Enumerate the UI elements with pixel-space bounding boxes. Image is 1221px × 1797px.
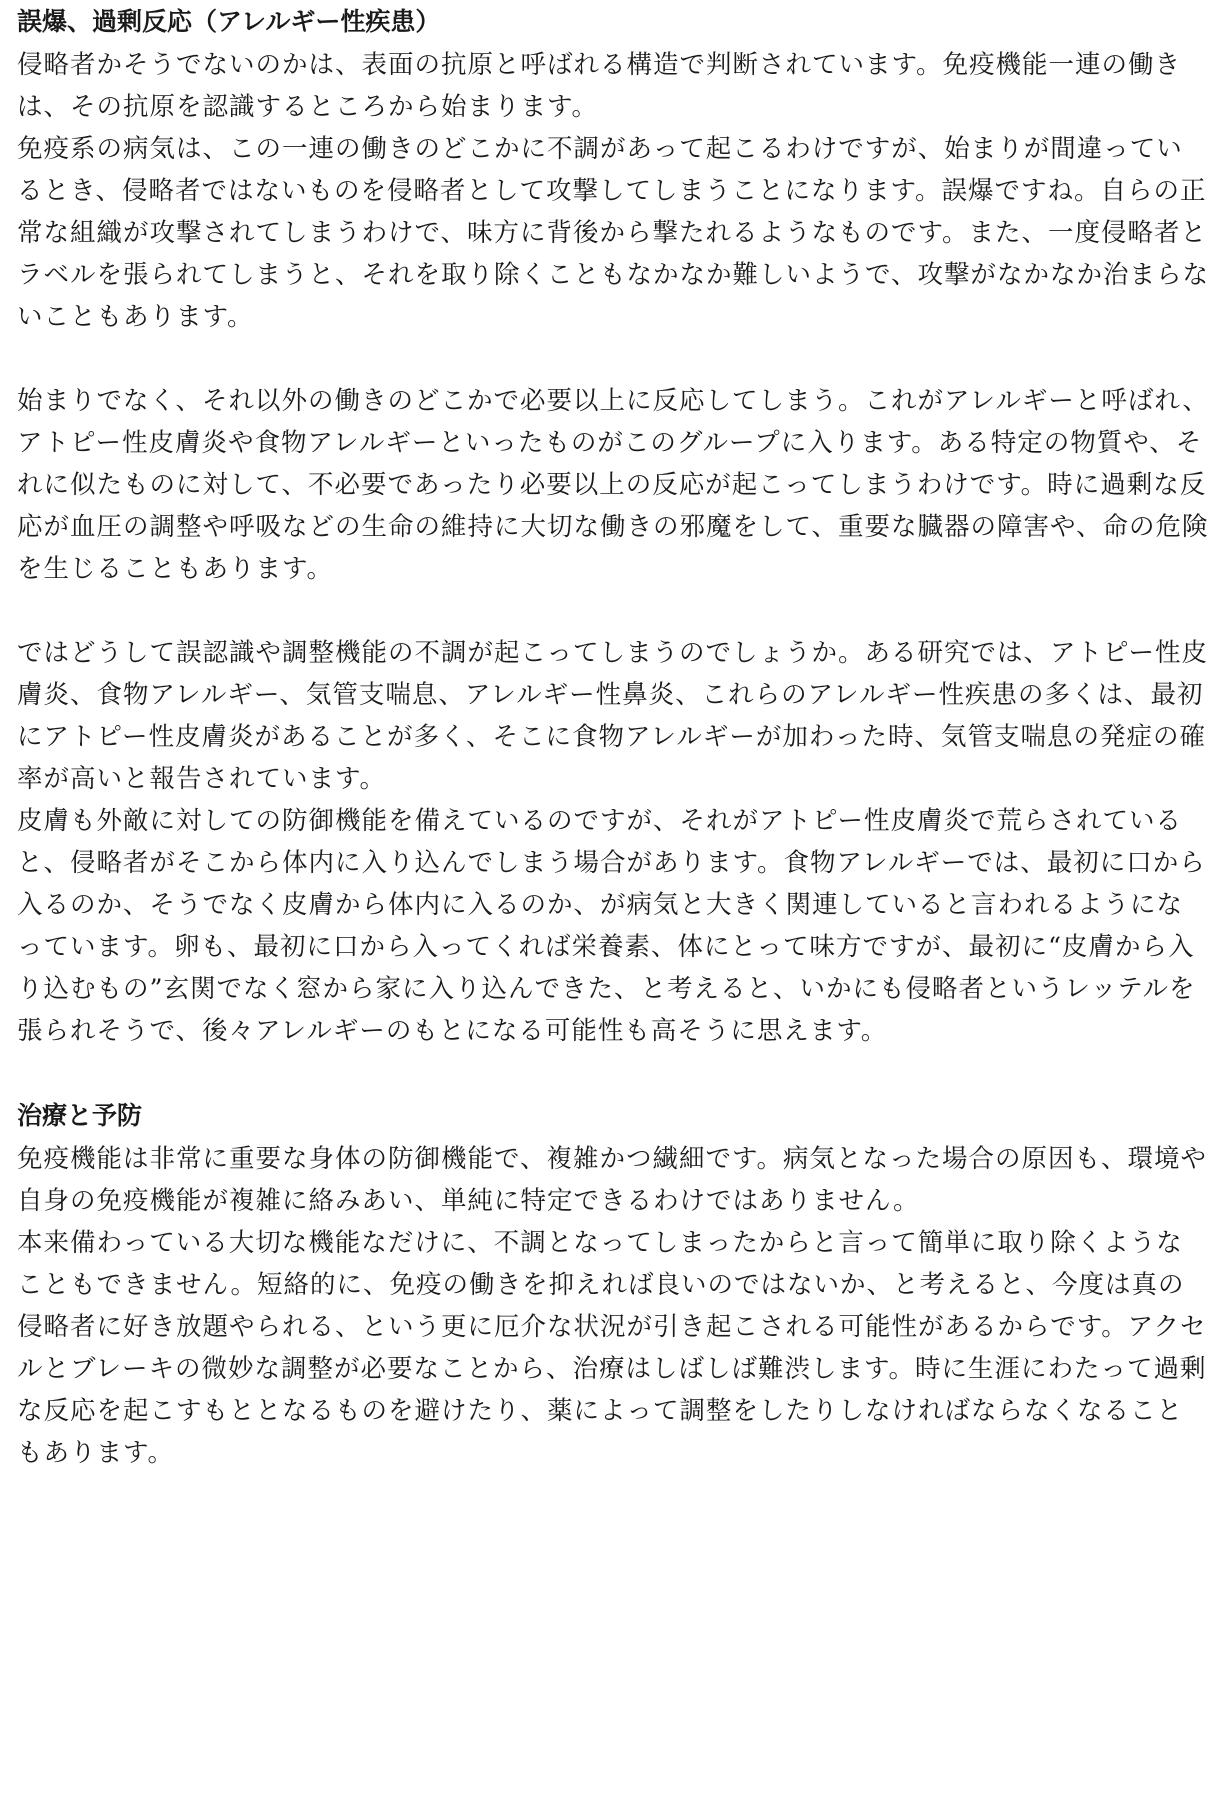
paragraph-spacer bbox=[17, 338, 1209, 380]
paragraph: 本来備わっている大切な機能なだけに、不調となってしまったからと言って簡単に取り除くようなこともできません。短絡的に、免疫の働きを抑えれば良いのではないか、と考えると、今度は真の侵略者に好き放題やられる、という更に厄介な状況が引き起こされる可能性があるからです。アクセルとブレーキの微妙な調整が必要なことから、治療はしばしば難渋します。時に生涯にわたって過剰な反応を起こすもととなるものを避けたり、薬によって調整をしたりしなければならなくなることもあります。 bbox=[17, 1228, 1207, 1468]
paragraph: 皮膚も外敵に対しての防御機能を備えているのですが、それがアトピー性皮膚炎で荒らされていると、侵略者がそこから体内に入り込んでしまう場合があります。食物アレルギーでは、最初に口から入るのか、そうでなく皮膚から体内に入るのか、が病気と大きく関連していると言われるようになっています。卵も、最初に口から入ってくれば栄養素、体にとって味方ですが、最初に“皮膚から入り込むもの”玄関でなく窓から家に入り込んできた、と考えると、いかにも侵略者というレッテルを張られそうで、後々アレルギーのもとになる可能性も高そうに思えます。 bbox=[17, 806, 1206, 1046]
paragraph: 免疫機能は非常に重要な身体の防御機能で、複雑かつ繊細です。病気となった場合の原因も、環境や自身の免疫機能が複雑に絡みあい、単純に特定できるわけではありません。 bbox=[17, 1144, 1207, 1216]
paragraph: 始まりでなく、それ以外の働きのどこかで必要以上に反応してしまう。これがアレルギーと呼ばれ、アトピー性皮膚炎や食物アレルギーといったものがこのグループに入ります。ある特定の物質や、それに似たものに対して、不必要であったり必要以上の反応が起こってしまうわけです。時に過剰な反応が血圧の調整や呼吸などの生命の維持に大切な働きの邪魔をして、重要な臓器の障害や、命の危険を生じることもあります。 bbox=[17, 386, 1209, 584]
article bbox=[17, 0, 1209, 1474]
section-heading-allergy: 誤爆、過剰反応（アレルギー性疾患） bbox=[17, 7, 441, 36]
paragraph: 侵略者かそうでないのかは、表面の抗原と呼ばれる構造で判断されています。免疫機能一連の働きは、その抗原を認識するところから始まります。 bbox=[17, 50, 1181, 122]
paragraph: ではどうして誤認識や調整機能の不調が起こってしまうのでしょうか。ある研究では、アトピー性皮膚炎、食物アレルギー、気管支喘息、アレルギー性鼻炎、これらのアレルギー性疾患の多くは、最初にアトピー性皮膚炎があることが多く、そこに食物アレルギーが加わった時、気管支喘息の発症の確率が高いと報告されています。 bbox=[17, 638, 1208, 794]
paragraph-spacer bbox=[17, 1052, 1209, 1094]
paragraph-spacer bbox=[17, 590, 1209, 632]
paragraph: 免疫系の病気は、この一連の働きのどこかに不調があって起こるわけですが、始まりが間違っているとき、侵略者ではないものを侵略者として攻撃してしまうことになります。誤爆ですね。自らの正常な組織が攻撃されてしまうわけで、味方に背後から撃たれるようなものです。また、一度侵略者とラベルを張られてしまうと、それを取り除くこともなかなか難しいようで、攻撃がなかなか治まらないこともあります。 bbox=[17, 134, 1209, 332]
section-heading-treatment: 治療と予防 bbox=[17, 1101, 143, 1130]
